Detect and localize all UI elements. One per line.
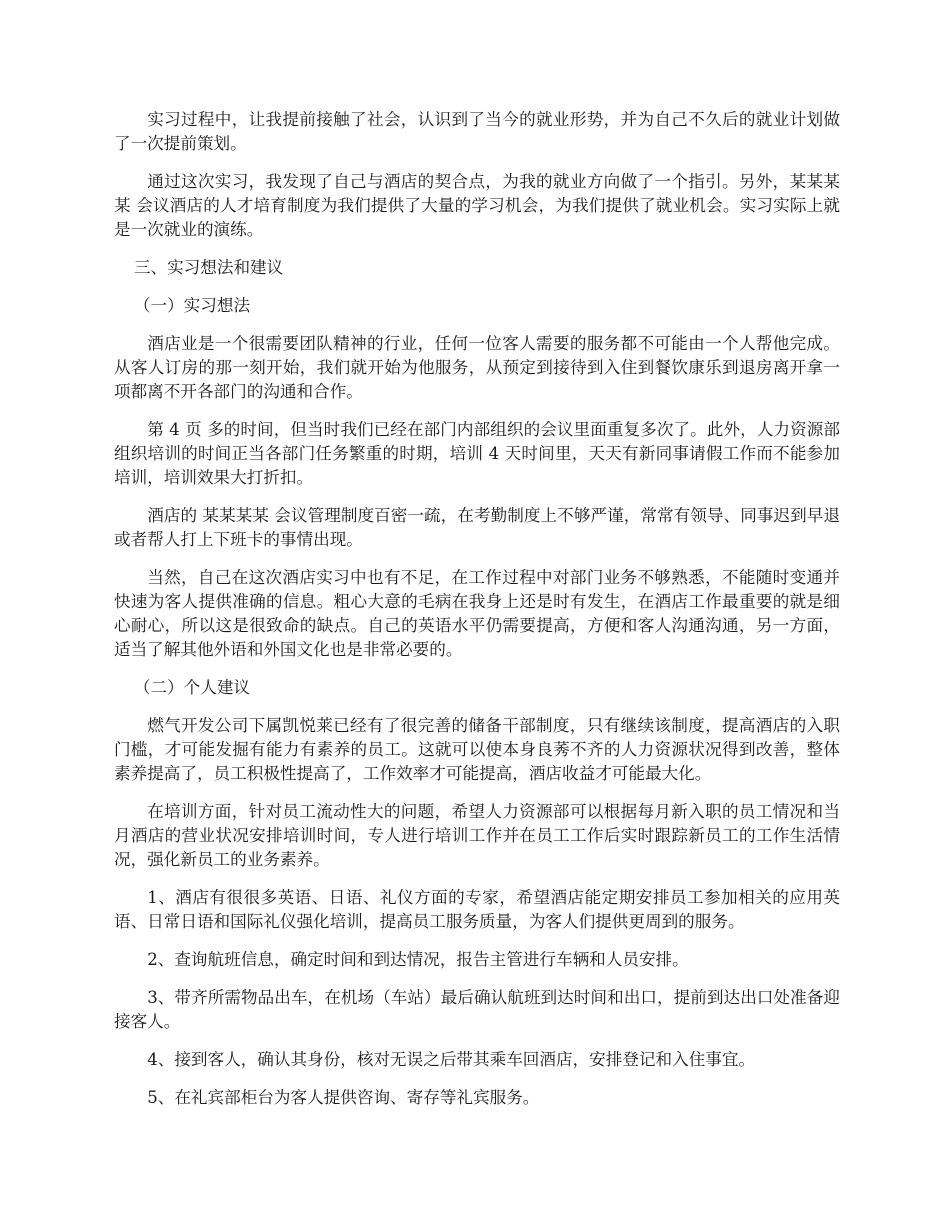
paragraph-teamwork: 酒店业是一个很需要团队精神的行业，任何一位客人需要的服务都不可能由一个人帮他完成。从客人订房的那一刻开始，我们就开始为他服务，从预定到接待到入住到餐饮康乐到退房离开拿一项都离不开各部门的沟通和合作。	[114, 334, 840, 401]
section-heading-thoughts-suggestions: 三、实习想法和建议	[133, 258, 284, 277]
list-item-4: 4、接到客人，确认其身份，核对无误之后带其乘车回酒店，安排登记和入住事宜。	[147, 1050, 756, 1069]
paragraph-self-shortcomings: 当然，自己在这次酒店实习中也有不足，在工作过程中对部门业务不够熟悉，不能随时变通并快速为客人提供准确的信息。粗心大意的毛病在我身上还是时有发生，在酒店工作最重要的就是细心耐心，所以这是很致命的缺点。自己的英语水平仍需要提高，方便和客人沟通沟通，另一方面，适当了解其他外语和外国文化也是非常必要的。	[114, 568, 840, 659]
list-item-5: 5、在礼宾部柜台为客人提供咨询、寄存等礼宾服务。	[147, 1088, 540, 1107]
subheading-internship-thoughts: （一）实习想法	[133, 296, 251, 315]
paragraph-career-direction: 通过这次实习，我发现了自己与酒店的契合点，为我的就业方向做了一个指引。另外，某某某某 会议酒店的人才培育制度为我们提供了大量的学习机会，为我们提供了就业机会。实习实际上就是一次就业的演练。	[114, 172, 840, 239]
list-item-3: 3、带齐所需物品出车，在机场（车站）最后确认航班到达时间和出口，提前到达出口处准备迎接客人。	[114, 988, 840, 1031]
list-item-1: 1、酒店有很很多英语、日语、礼仪方面的专家，希望酒店能定期安排员工参加相关的应用英语、日常日语和国际礼仪强化培训，提高员工服务质量，为客人们提供更周到的服务。	[114, 888, 840, 931]
document-page	[114, 108, 840, 1124]
list-item-2: 2、查询航班信息，确定时间和到达情况，报告主管进行车辆和人员安排。	[147, 950, 689, 969]
paragraph-training-plan: 在培训方面，针对员工流动性大的问题，希望人力资源部可以根据每月新入职的员工情况和当月酒店的营业状况安排培训时间，专人进行培训工作并在员工工作后实时跟踪新员工的工作生活情况，强化新员工的业务素养。	[114, 802, 840, 869]
paragraph-internship-society: 实习过程中，让我提前接触了社会，认识到了当今的就业形势，并为自己不久后的就业计划做了一次提前策划。	[114, 110, 840, 153]
paragraph-reserve-cadre: 燃气开发公司下属凯悦莱已经有了很完善的储备干部制度，只有继续该制度，提高酒店的入职门槛，才可能发掘有能力有素养的员工。这就可以使本身良莠不齐的人力资源状况得到改善，整体素养提高了，员工积极性提高了，工作效率才可能提高，酒店收益才可能最大化。	[114, 716, 840, 783]
paragraph-attendance-policy: 酒店的 某某某某 会议管理制度百密一疏，在考勤制度上不够严谨，常常有领导、同事迟到早退或者帮人打上下班卡的事情出现。	[114, 506, 840, 549]
paragraph-training-timing: 第 4 页 多的时间，但当时我们已经在部门内部组织的会议里面重复多次了。此外，人力资源部组织培训的时间正当各部门任务繁重的时期，培训 4 天时间里，天天有新同事请假工作而不能参加培训，培训效果大打折扣。	[114, 420, 840, 487]
subheading-personal-suggestions: （二）个人建议	[133, 678, 251, 697]
